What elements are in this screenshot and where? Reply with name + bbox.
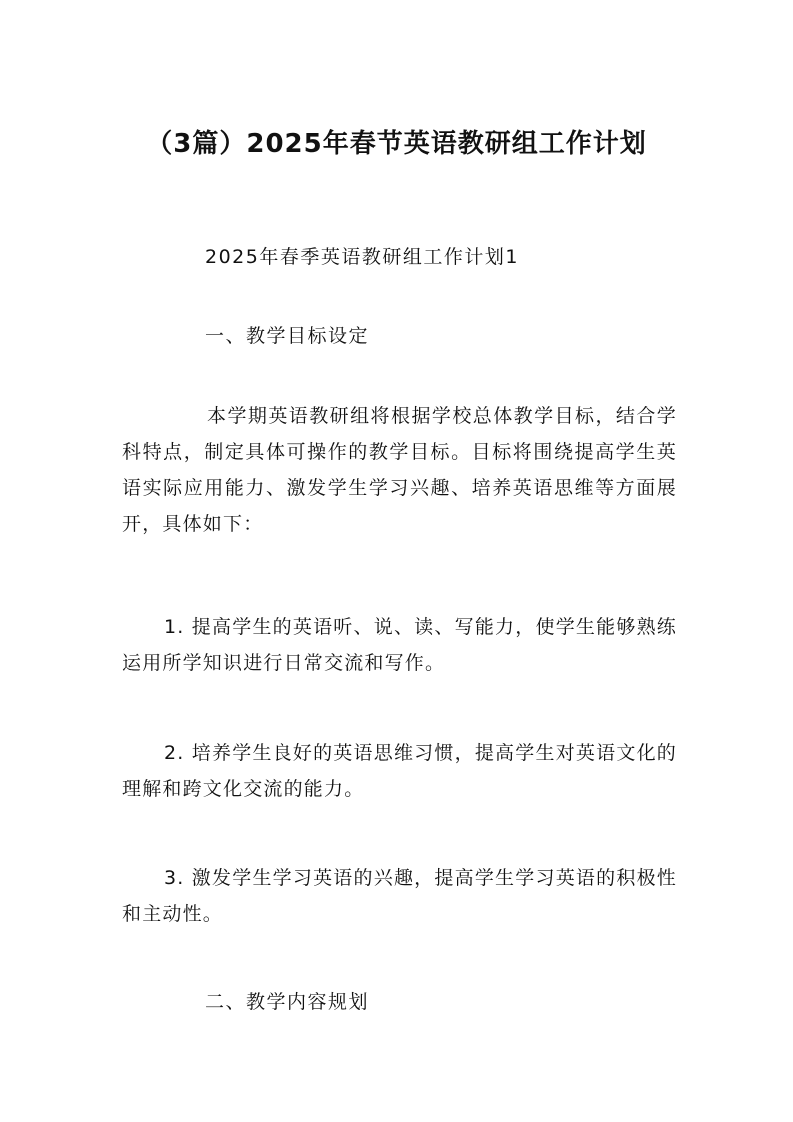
section-heading-1: 一、教学目标设定 [205, 325, 370, 347]
goal-item-3: 3. 激发学生学习英语的兴趣，提高学生学习英语的积极性和主动性。 [122, 867, 677, 925]
document-title: （3篇）2025年春节英语教研组工作计划 [146, 129, 647, 159]
goal-item-2: 2. 培养学生良好的英语思维习惯，提高学生对英语文化的理解和跨文化交流的能力。 [122, 742, 677, 800]
goal-item-1: 1. 提高学生的英语听、说、读、写能力，使学生能够熟练运用所学知识进行日常交流和写作。 [122, 616, 677, 674]
section-1-intro-paragraph: 本学期英语教研组将根据学校总体教学目标，结合学科特点，制定具体可操作的教学目标。目标将围绕提高学生英语实际应用能力、激发学生学习兴趣、培养英语思维等方面展开，具体如下： [122, 405, 677, 535]
section-heading-2: 二、教学内容规划 [205, 991, 370, 1013]
document-subtitle: 2025年春季英语教研组工作计划1 [205, 246, 519, 268]
